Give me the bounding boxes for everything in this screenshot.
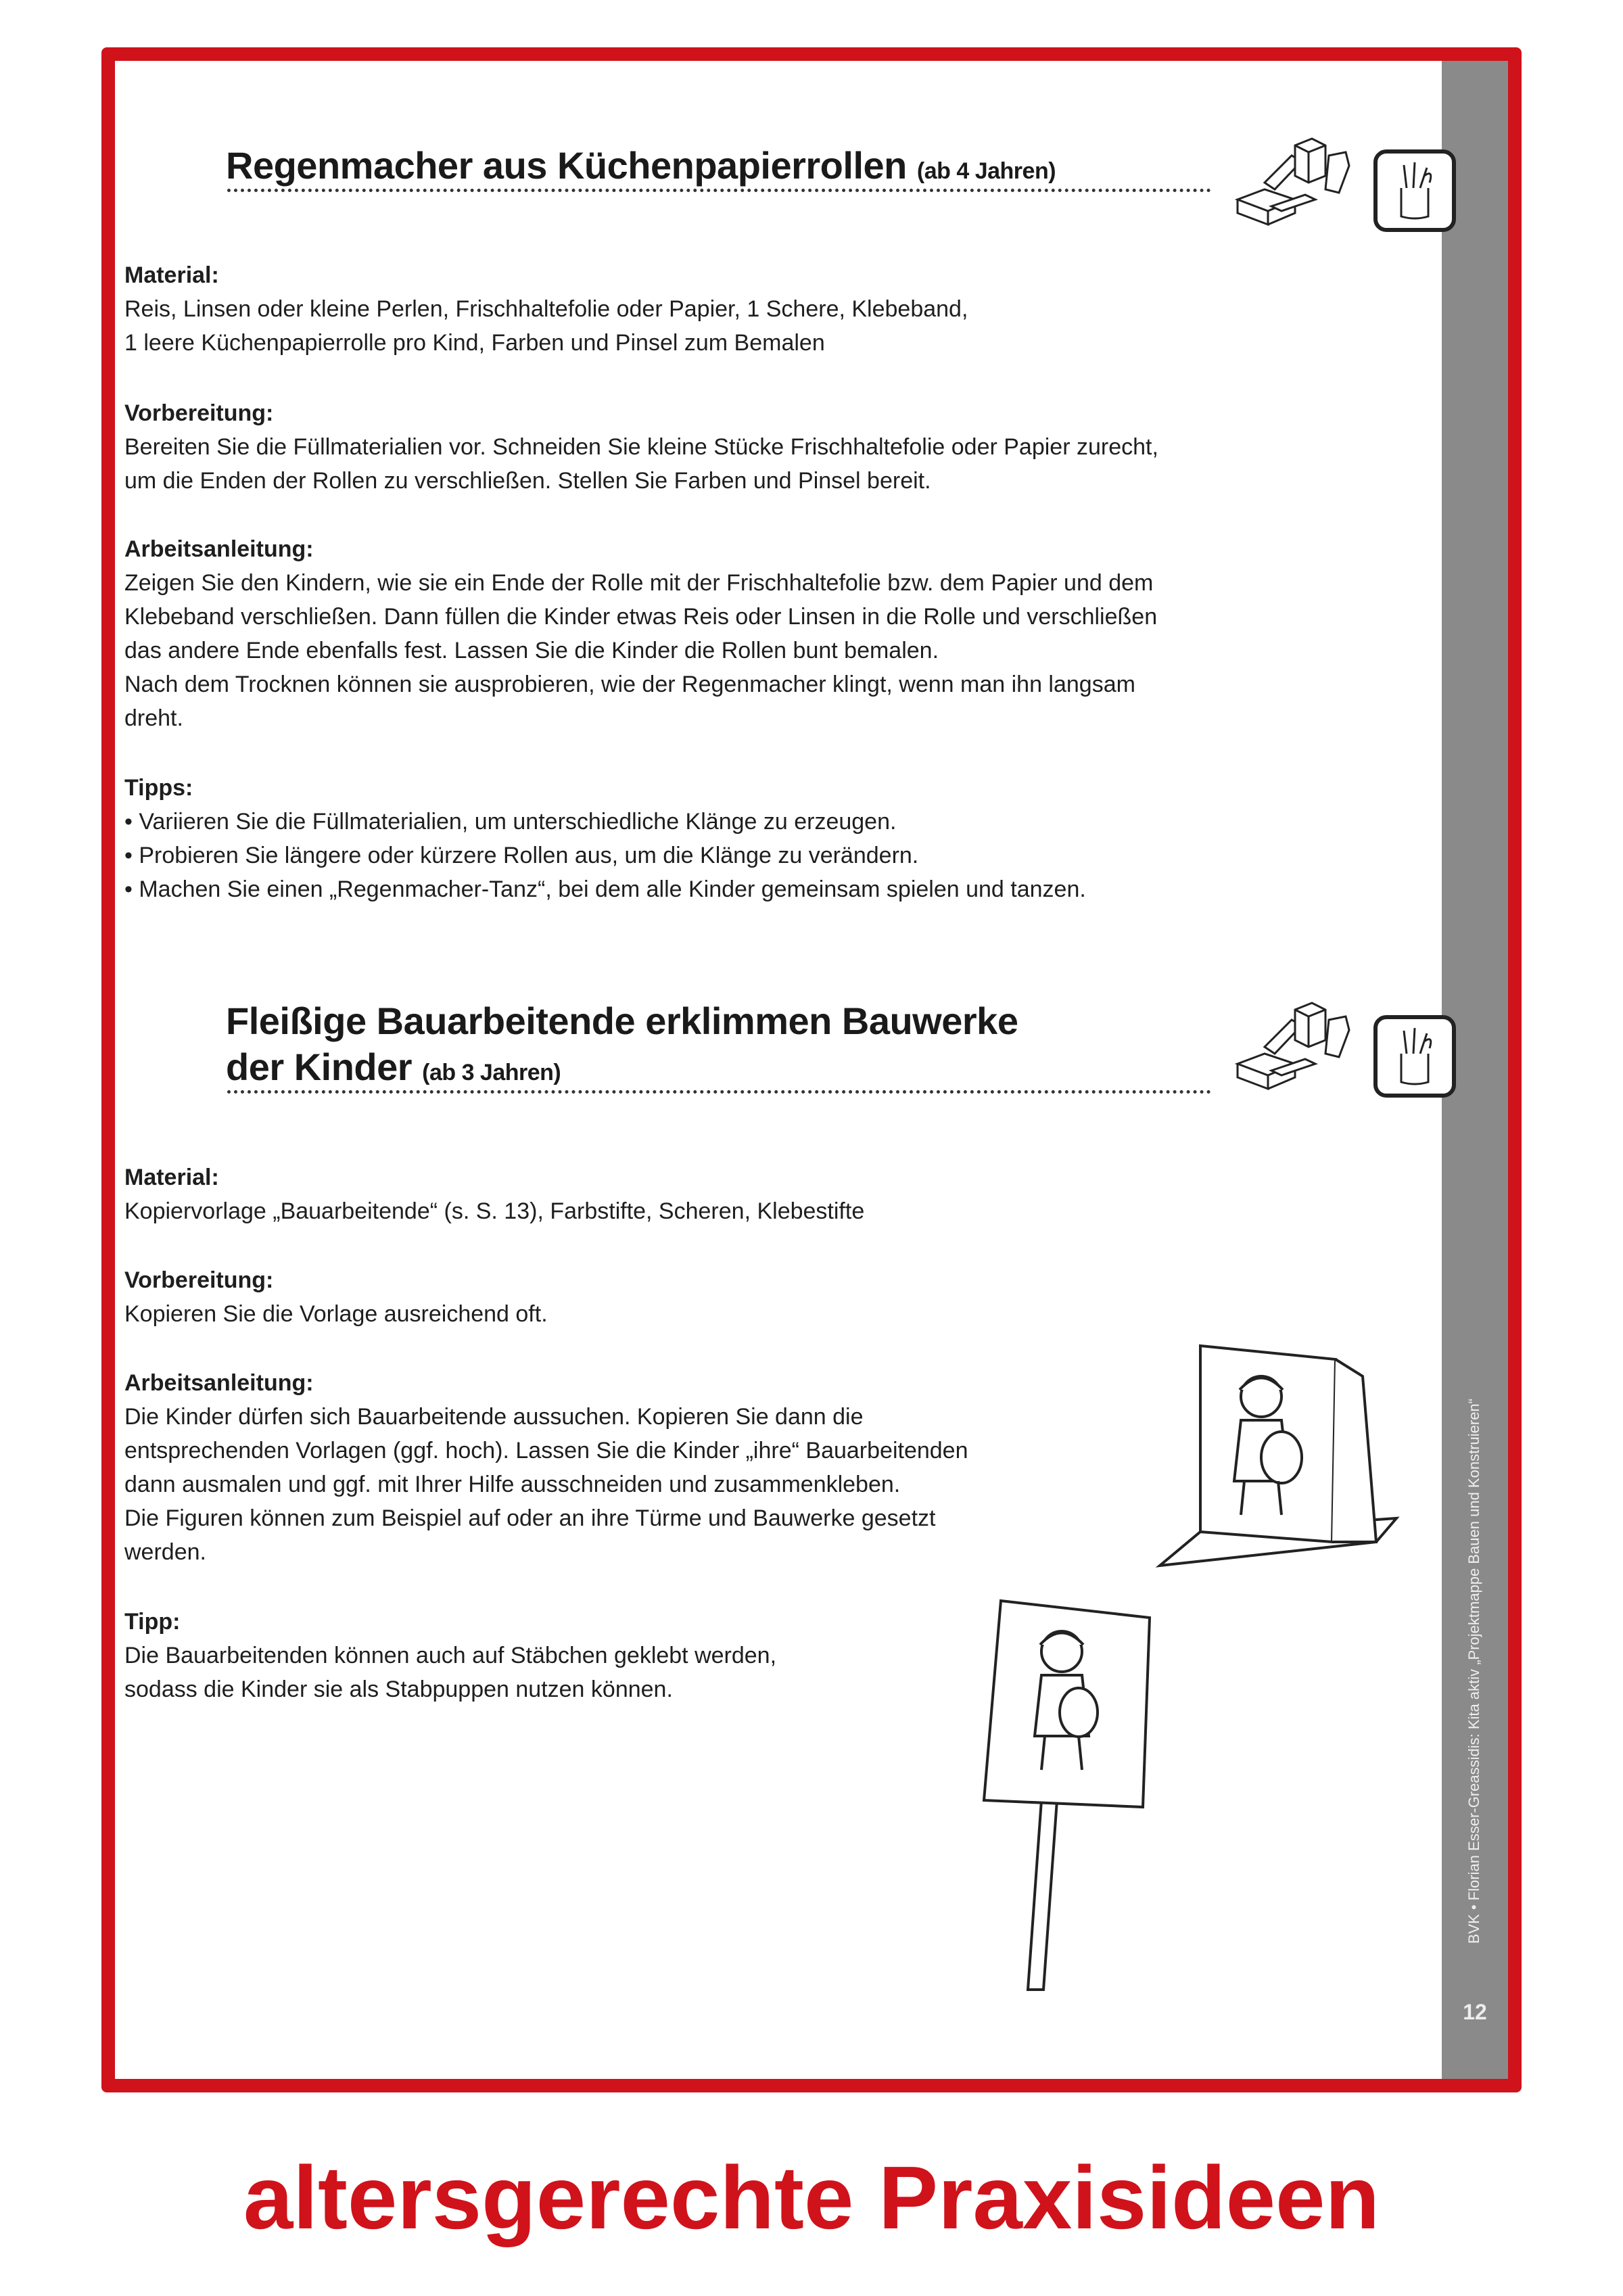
dotted-divider xyxy=(227,189,1211,192)
instructions-line: werden. xyxy=(124,1539,206,1565)
instructions-block xyxy=(124,532,1157,735)
preparation-block xyxy=(124,396,1158,498)
age-label: (ab 3 Jahren) xyxy=(422,1060,561,1085)
preparation-line: Bereiten Sie die Füllmaterialien vor. Schneiden Sie kleine Stücke Frischhaltefolie oder Papier zurecht, xyxy=(124,434,1158,460)
instructions-line: Nach dem Trocknen können sie ausprobieren, wie der Regenmacher klingt, wenn man ihn langsam xyxy=(124,672,1135,697)
tips-heading: Tipps: xyxy=(124,775,193,801)
tips-block xyxy=(124,771,1086,906)
material-heading: Material: xyxy=(124,262,219,288)
title-line: Fleißige Bauarbeitende erklimmen Bauwerke xyxy=(226,1000,1018,1042)
building-blocks-icon xyxy=(1231,1000,1359,1094)
title-line: der Kinder xyxy=(226,1046,413,1088)
credit-label: BVK • Florian Esser-Greassidis: Kita aktiv „Projektmappe Bauen und Konstruieren“ xyxy=(1465,1398,1482,1944)
instructions-line: Die Figuren können zum Beispiel auf oder an ihre Türme und Bauwerke gesetzt xyxy=(124,1505,936,1531)
material-line: Kopiervorlage „Bauarbeitende“ (s. S. 13), Farbstifte, Scheren, Klebestifte xyxy=(124,1198,865,1224)
dotted-divider xyxy=(227,1090,1211,1094)
page-number: 12 xyxy=(1463,2000,1487,2024)
instructions-block xyxy=(124,1366,968,1569)
tips-block xyxy=(124,1605,776,1706)
instructions-line: Klebeband verschließen. Dann füllen die Kinder etwas Reis oder Linsen in die Rolle und verschließen xyxy=(124,604,1158,630)
material-line: Reis, Linsen oder kleine Perlen, Frischhaltefolie oder Papier, 1 Schere, Klebeband, xyxy=(124,296,968,322)
section-title xyxy=(226,998,1018,1096)
stick-puppet-illustration xyxy=(977,1597,1153,1996)
preparation-heading: Vorbereitung: xyxy=(124,400,274,426)
pencil-cup-icon xyxy=(1373,1014,1457,1098)
instructions-heading: Arbeitsanleitung: xyxy=(124,1370,314,1396)
tip-item: sodass die Kinder sie als Stabpuppen nutzen können. xyxy=(124,1677,673,1702)
instructions-heading: Arbeitsanleitung: xyxy=(124,536,314,562)
age-label: (ab 4 Jahren) xyxy=(916,158,1056,184)
preparation-heading: Vorbereitung: xyxy=(124,1267,274,1293)
preparation-line: Kopieren Sie die Vorlage ausreichend oft. xyxy=(124,1301,548,1327)
tip-item: • Machen Sie einen „Regenmacher-Tanz“, bei dem alle Kinder gemeinsam spielen und tanzen. xyxy=(124,876,1086,902)
preparation-block xyxy=(124,1263,548,1331)
tip-item: • Variieren Sie die Füllmaterialien, um unterschiedliche Klänge zu erzeugen. xyxy=(124,809,897,835)
instructions-line: dreht. xyxy=(124,705,183,731)
building-blocks-icon xyxy=(1231,135,1359,230)
material-block xyxy=(124,1161,864,1228)
credit-text xyxy=(1465,1399,1484,1944)
tips-heading: Tipp: xyxy=(124,1609,181,1635)
tip-item: Die Bauarbeitenden können auch auf Stäbchen geklebt werden, xyxy=(124,1643,777,1668)
title-text: Regenmacher aus Küchenpapierrollen xyxy=(226,144,907,187)
material-block xyxy=(124,258,968,360)
instructions-line: Die Kinder dürfen sich Bauarbeitende aussuchen. Kopieren Sie dann die xyxy=(124,1404,864,1430)
instructions-line: entsprechenden Vorlagen (ggf. hoch). Lassen Sie die Kinder „ihre“ Bauarbeitenden xyxy=(124,1438,968,1463)
pencil-cup-icon xyxy=(1373,149,1457,233)
preparation-line: um die Enden der Rollen zu verschließen. Stellen Sie Farben und Pinsel bereit. xyxy=(124,468,931,494)
caption: altersgerechte Praxisideen xyxy=(243,2148,1380,2247)
instructions-line: dann ausmalen und ggf. mit Ihrer Hilfe ausschneiden und zusammenkleben. xyxy=(124,1472,901,1497)
instructions-line: das andere Ende ebenfalls fest. Lassen Sie die Kinder die Rollen bunt bemalen. xyxy=(124,638,939,663)
section-title xyxy=(226,143,1056,194)
material-line: 1 leere Küchenpapierrolle pro Kind, Farben und Pinsel zum Bemalen xyxy=(124,330,825,356)
material-heading: Material: xyxy=(124,1165,219,1190)
tip-item: • Probieren Sie längere oder kürzere Rollen aus, um die Klänge zu verändern. xyxy=(124,843,919,868)
instructions-line: Zeigen Sie den Kindern, wie sie ein Ende der Rolle mit der Frischhaltefolie bzw. dem Papier und dem xyxy=(124,570,1154,596)
standing-figure-card-illustration xyxy=(1153,1336,1403,1572)
